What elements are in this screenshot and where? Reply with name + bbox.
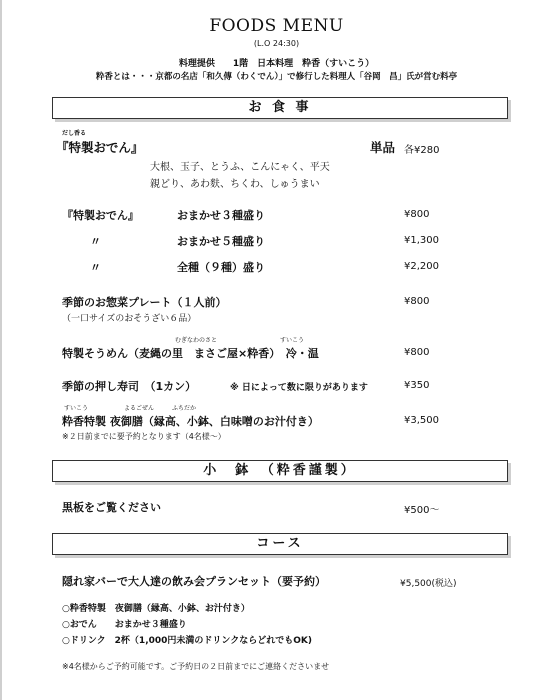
plate-name: 季節のお惣菜プレート（１人前） <box>62 296 227 309</box>
oden-name: 『特製おでん』 <box>56 140 144 155</box>
moriawase-price: ¥2,200 <box>404 261 439 272</box>
moriawase-price: ¥1,300 <box>404 235 439 246</box>
course-footer-note: ※4名様からご予約可能です。ご予約日の２日前までにご連絡くださいませ <box>62 662 330 671</box>
course-item: ○ドリンク 2杯（1,000円未満のドリンクならどれでもOK) <box>62 636 312 646</box>
yuzen-ruby: すいこう <box>64 405 89 412</box>
oden-tanpin: 単品 <box>370 140 396 155</box>
moriawase-price: ¥800 <box>404 209 430 220</box>
sushi-note: ※ 日によって数に限りがあります <box>230 383 368 393</box>
somen-price: ¥800 <box>404 347 430 358</box>
yuzen-price: ¥3,500 <box>404 415 439 426</box>
somen-name: 特製そうめん（麦縄の里 まさご屋×粋香） 冷・温 <box>62 347 319 360</box>
moriawase-ditto: 〃 <box>90 261 101 274</box>
menu-title: FOODS MENU <box>209 16 344 36</box>
oden-items-1: 大根、玉子、とうふ、こんにゃく、平天 <box>150 162 330 173</box>
sushi-price: ¥350 <box>404 380 430 391</box>
course-name: 隠れ家バーで大人達の飲み会プランセット（要予約） <box>62 575 326 588</box>
moriawase-desc: おまかせ５種盛り <box>177 235 265 248</box>
kokuban-price: ¥500〜 <box>404 505 440 516</box>
moriawase-ditto: 〃 <box>90 235 101 248</box>
yuzen-name: 粋香特製 夜御膳（縁高、小鉢、白味噌のお汁付き） <box>62 415 319 428</box>
plate-sub: （一口サイズのおそうざい６品） <box>62 314 197 324</box>
oden-price: 各¥280 <box>404 145 440 156</box>
moriawase-desc: 全種（９種）盛り <box>177 261 265 274</box>
section-header-meal: お 食 事 <box>52 97 508 119</box>
section-header-course: コース <box>52 533 508 555</box>
sushi-name: 季節の押し寿司 （1カン） <box>62 380 197 393</box>
intro-line: 粋香とは・・・京都の名店「和久傳（わくでん）」で修行した料理人「谷岡 昌」氏が営む料亭 <box>95 72 458 82</box>
last-order-time: (L.O 24:30) <box>253 39 300 48</box>
course-item: ○おでん おまかせ３種盛り <box>62 620 187 630</box>
oden-items-2: 親どり、あわ麩、ちくわ、しゅうまい <box>150 179 320 190</box>
kokuban-name: 黒板をご覧ください <box>62 501 161 514</box>
yuzen-ruby: よるごぜん <box>124 405 155 412</box>
somen-ruby: むぎなわのさと <box>175 337 218 344</box>
moriawase-desc: おまかせ３種盛り <box>177 209 265 222</box>
left-edge-shadow <box>0 0 2 700</box>
yuzen-note: ※２日前までに要予約となります（4名様〜） <box>62 432 226 441</box>
provider-line: 料理提供 1階 日本料理 粋香（すいこう） <box>178 59 375 69</box>
course-item: ○粋香特製 夜御膳（縁高、小鉢、お汁付き） <box>62 604 250 614</box>
moriawase-name: 『特製おでん』 <box>62 209 139 222</box>
somen-ruby: すいこう <box>280 337 305 344</box>
oden-ruby: だし香る <box>62 130 87 137</box>
plate-price: ¥800 <box>404 296 430 307</box>
yuzen-ruby: ふちだか <box>172 405 197 412</box>
section-header-kobachi: 小 鉢 （粋香謹製） <box>52 460 508 482</box>
course-price: ¥5,500(税込) <box>400 579 457 589</box>
